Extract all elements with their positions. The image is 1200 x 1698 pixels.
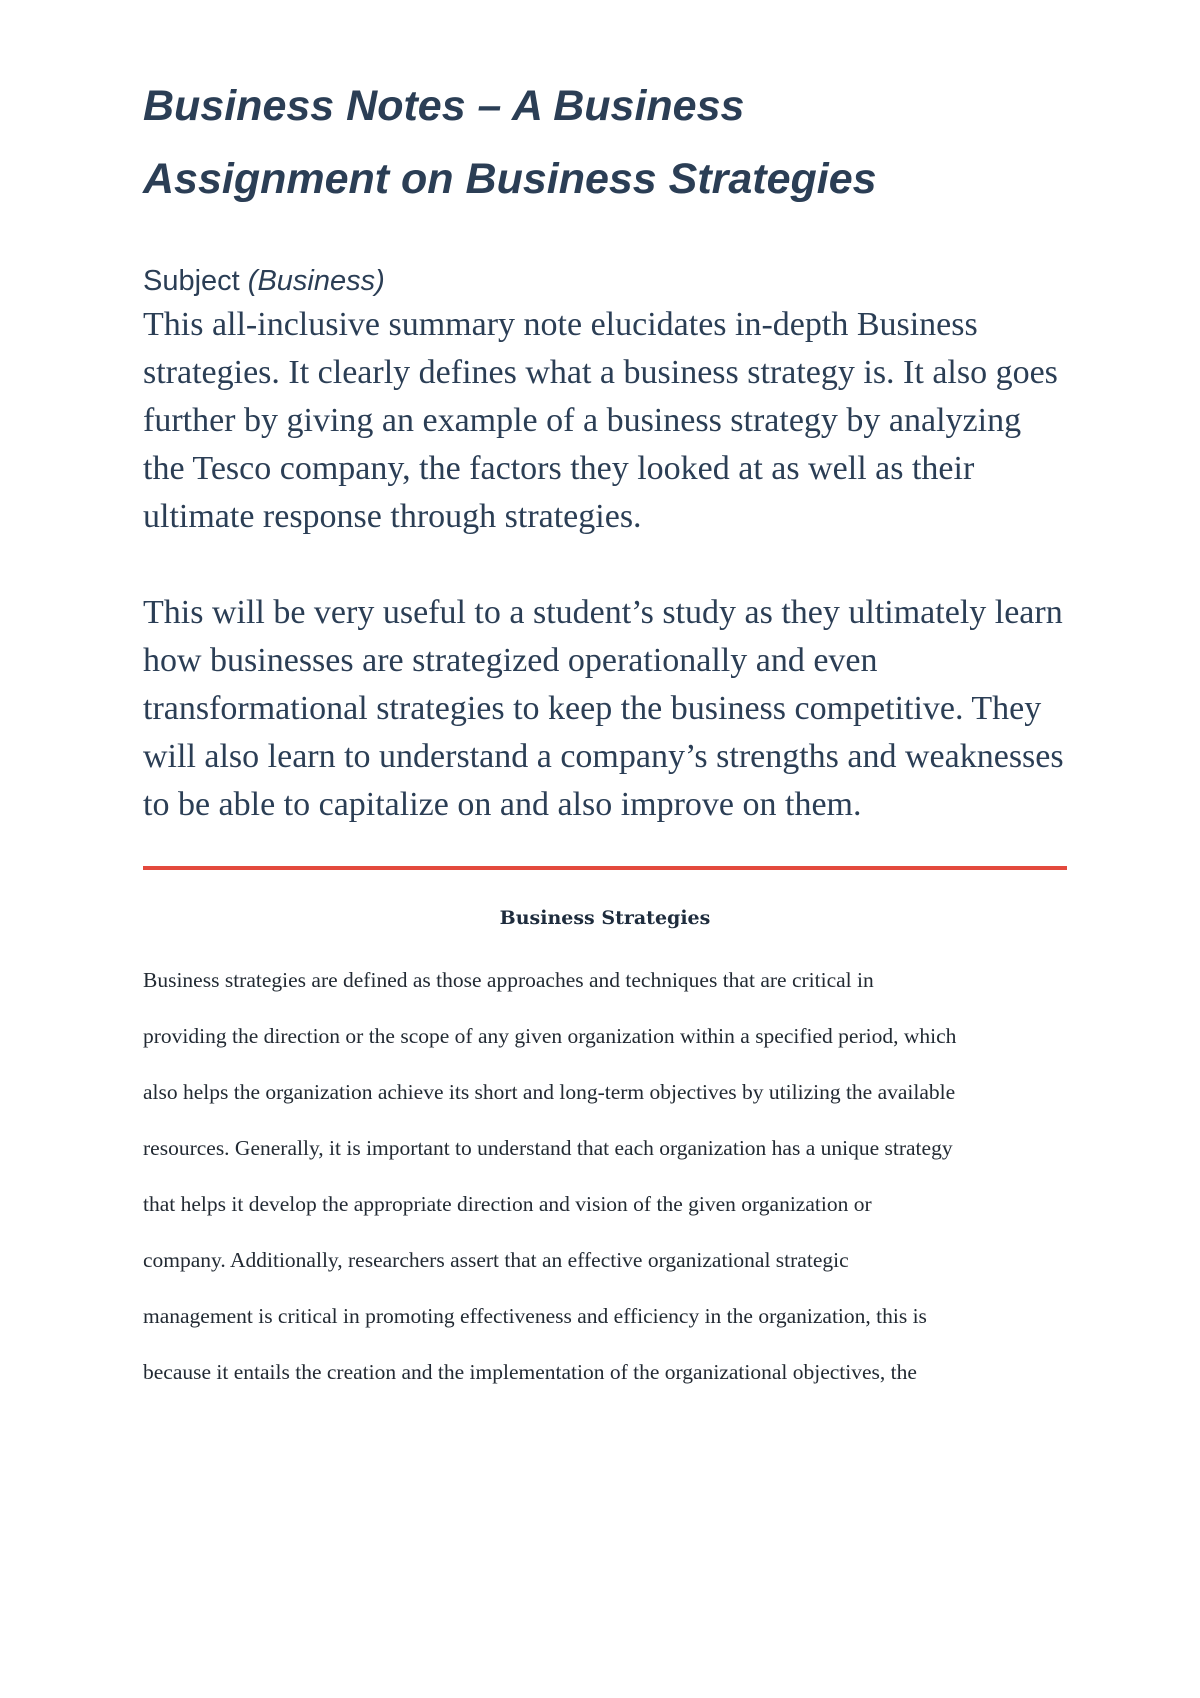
section-heading: Business Strategies: [499, 907, 711, 929]
section-body-line: because it entails the creation and the implementation of the organizational objectives, the: [143, 1360, 917, 1384]
subject-label: Subject: [143, 265, 240, 297]
section-body-line: company. Additionally, researchers assert that an effective organizational strategic: [143, 1248, 849, 1272]
summary-paragraph-1: This all-inclusive summary note elucidates in-depth Business strategies. It clearly defines what a business strategy is. It also goes further by giving an example of a business strategy by analyzing the Tesco company, the factors they looked at as well as their ultimate response through strategies.: [143, 306, 1058, 535]
document-title-line-2: Assignment on Business Strategies: [143, 155, 877, 203]
document-title-line-1: Business Notes – A Business: [143, 82, 745, 130]
document-title: [143, 70, 1067, 216]
section-divider: [143, 866, 1067, 870]
section-body-line: Business strategies are defined as those approaches and techniques that are critical in: [143, 968, 874, 992]
section-body-line: management is critical in promoting effectiveness and efficiency in the organization, this is: [143, 1304, 927, 1328]
subject-line: [143, 263, 1067, 299]
section-body-line: providing the direction or the scope of any given organization within a specified period, which: [143, 1024, 957, 1048]
section-body-line: that helps it develop the appropriate direction and vision of the given organization or: [143, 1192, 872, 1216]
document-content: [143, 70, 1067, 1400]
subject-value: (Business): [247, 265, 385, 297]
summary-paragraph-2: This will be very useful to a student’s study as they ultimately learn how businesses are strategized operationally and even transformational strategies to keep the business competitive. They will also learn to understand a company’s strengths and weaknesses to be able to capitalize on and also improve on them.: [143, 594, 1064, 823]
section-body-line: also helps the organization achieve its short and long-term objectives by utilizing the available: [143, 1080, 956, 1104]
section-body: [143, 952, 1067, 1400]
section-body-line: resources. Generally, it is important to understand that each organization has a unique strategy: [143, 1136, 953, 1160]
